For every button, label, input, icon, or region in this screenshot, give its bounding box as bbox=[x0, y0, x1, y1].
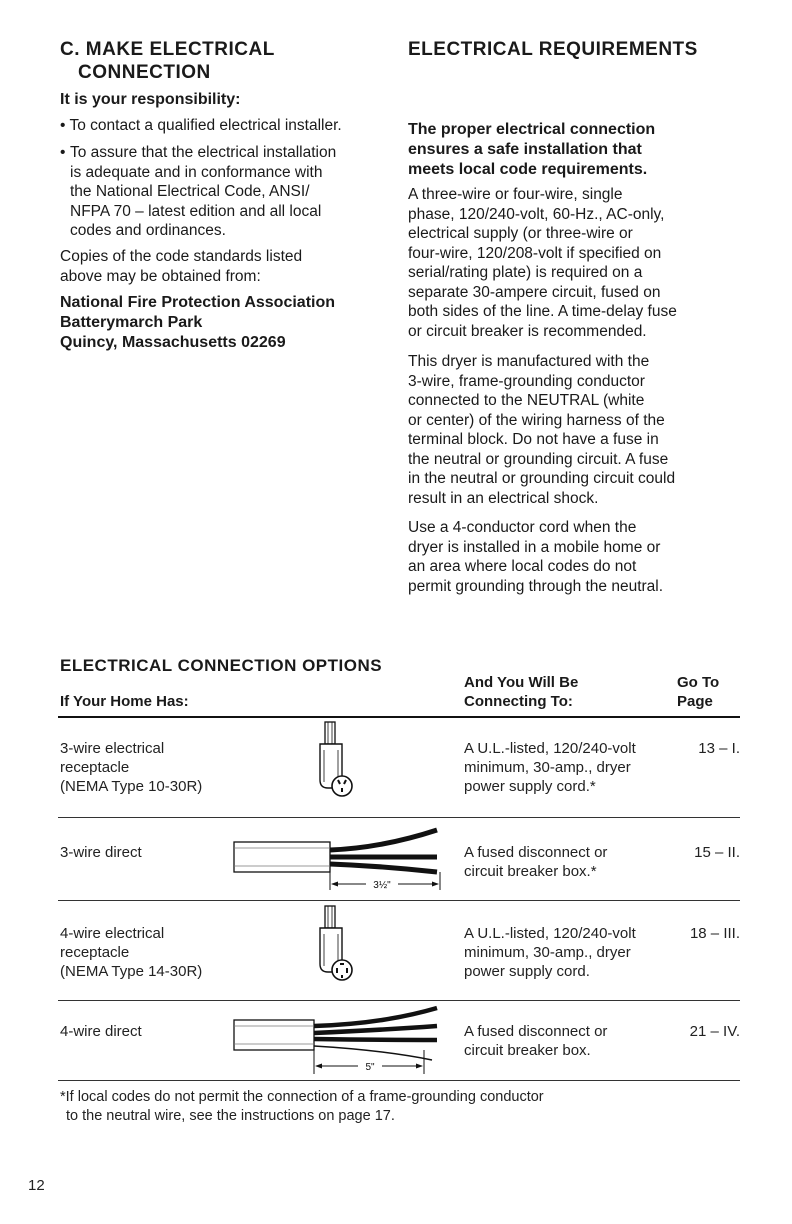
three-wire-direct-illustration bbox=[232, 826, 447, 892]
bullet-2: • To assure that the electrical installation is adequate and in conformance with the National Electrical Code, ANSI/ NFPA 70 – latest edition and all local codes and ordinances. bbox=[60, 144, 337, 239]
nfpa-address: National Fire Protection Association Batterymarch Park Quincy, Massachusetts 02269 bbox=[60, 294, 336, 351]
row-divider bbox=[58, 900, 740, 901]
section-heading-left: C. MAKE ELECTRICAL CONNECTION bbox=[60, 39, 275, 83]
col-header-home: If Your Home Has: bbox=[60, 693, 189, 710]
supply-paragraph: A three-wire or four-wire, single phase, 120/240-volt, 60-Hz., AC-only, electrical supply (or three-wire or four-wire, 120/208-volt if specified on serial/rating plate) is required on a separate 30-ampere circuit, fused on both sides of the line. A time-delay fuse or circuit breaker is recommended. bbox=[408, 186, 677, 340]
table-row-page: 15 – II. bbox=[694, 844, 740, 861]
section-heading-right: ELECTRICAL REQUIREMENTS bbox=[408, 39, 698, 60]
responsibility-heading: It is your responsibility: bbox=[60, 91, 241, 108]
table-row-page: 21 – IV. bbox=[689, 1023, 740, 1040]
col-header-connect: And You Will Be Connecting To: bbox=[464, 674, 579, 710]
table-row: 3-wire direct bbox=[60, 844, 142, 861]
table-row: 3-wire electrical receptacle (NEMA Type 10-30R) bbox=[60, 740, 203, 795]
four-conductor-paragraph: Use a 4-conductor cord when the dryer is installed in a mobile home or an area where local codes do not permit grounding through the neutral. bbox=[408, 519, 664, 595]
requirements-intro: The proper electrical connection ensures a safe installation that meets local code requirements. bbox=[408, 121, 656, 178]
col-header-page: Go To Page bbox=[677, 674, 720, 710]
four-wire-direct-illustration bbox=[232, 1006, 447, 1076]
table-row-page: 18 – III. bbox=[689, 925, 740, 942]
bullet-1 bbox=[60, 116, 342, 136]
copies-text: Copies of the code standards listed above may be obtained from: bbox=[60, 248, 303, 285]
footnote: *If local codes do not permit the connection of a frame-grounding conductor to the neutral wire, see the instructions on page 17. bbox=[60, 1089, 544, 1124]
nema-14-30r-receptacle-illustration bbox=[312, 906, 362, 986]
page-number: 12 bbox=[28, 1177, 45, 1194]
table-header-rule bbox=[58, 716, 740, 718]
bullet-mark: • bbox=[60, 117, 66, 134]
table-row: 4-wire electrical receptacle (NEMA Type 14-30R) bbox=[60, 925, 203, 980]
table-row-connect: A fused disconnect or circuit breaker box.* bbox=[464, 844, 608, 880]
options-title: ELECTRICAL CONNECTION OPTIONS bbox=[60, 656, 383, 675]
dimension-label: 3½" bbox=[373, 880, 391, 891]
row-divider bbox=[58, 817, 740, 818]
bullet-1-text: To contact a qualified electrical installer. bbox=[69, 117, 342, 134]
nema-10-30r-receptacle-illustration bbox=[312, 722, 362, 802]
table-bottom-rule bbox=[58, 1080, 740, 1081]
dimension-label: 5" bbox=[365, 1062, 375, 1073]
table-row: 4-wire direct bbox=[60, 1023, 142, 1040]
bullet-mark: • bbox=[60, 144, 66, 161]
table-row-connect: A fused disconnect or circuit breaker box. bbox=[464, 1023, 608, 1059]
table-row-connect: A U.L.-listed, 120/240-volt minimum, 30-amp., dryer power supply cord.* bbox=[464, 740, 636, 795]
row-divider bbox=[58, 1000, 740, 1001]
grounding-paragraph: This dryer is manufactured with the 3-wire, frame-grounding conductor connected to the NEUTRAL (white or center) of the wiring harness of the terminal block. Do not have a fuse in the neutral or grounding circuit. A fuse in the neutral or grounding circuit could result in an electrical shock. bbox=[408, 353, 676, 507]
table-row-connect: A U.L.-listed, 120/240-volt minimum, 30-amp., dryer power supply cord. bbox=[464, 925, 636, 980]
table-row-page: 13 – I. bbox=[698, 740, 740, 757]
